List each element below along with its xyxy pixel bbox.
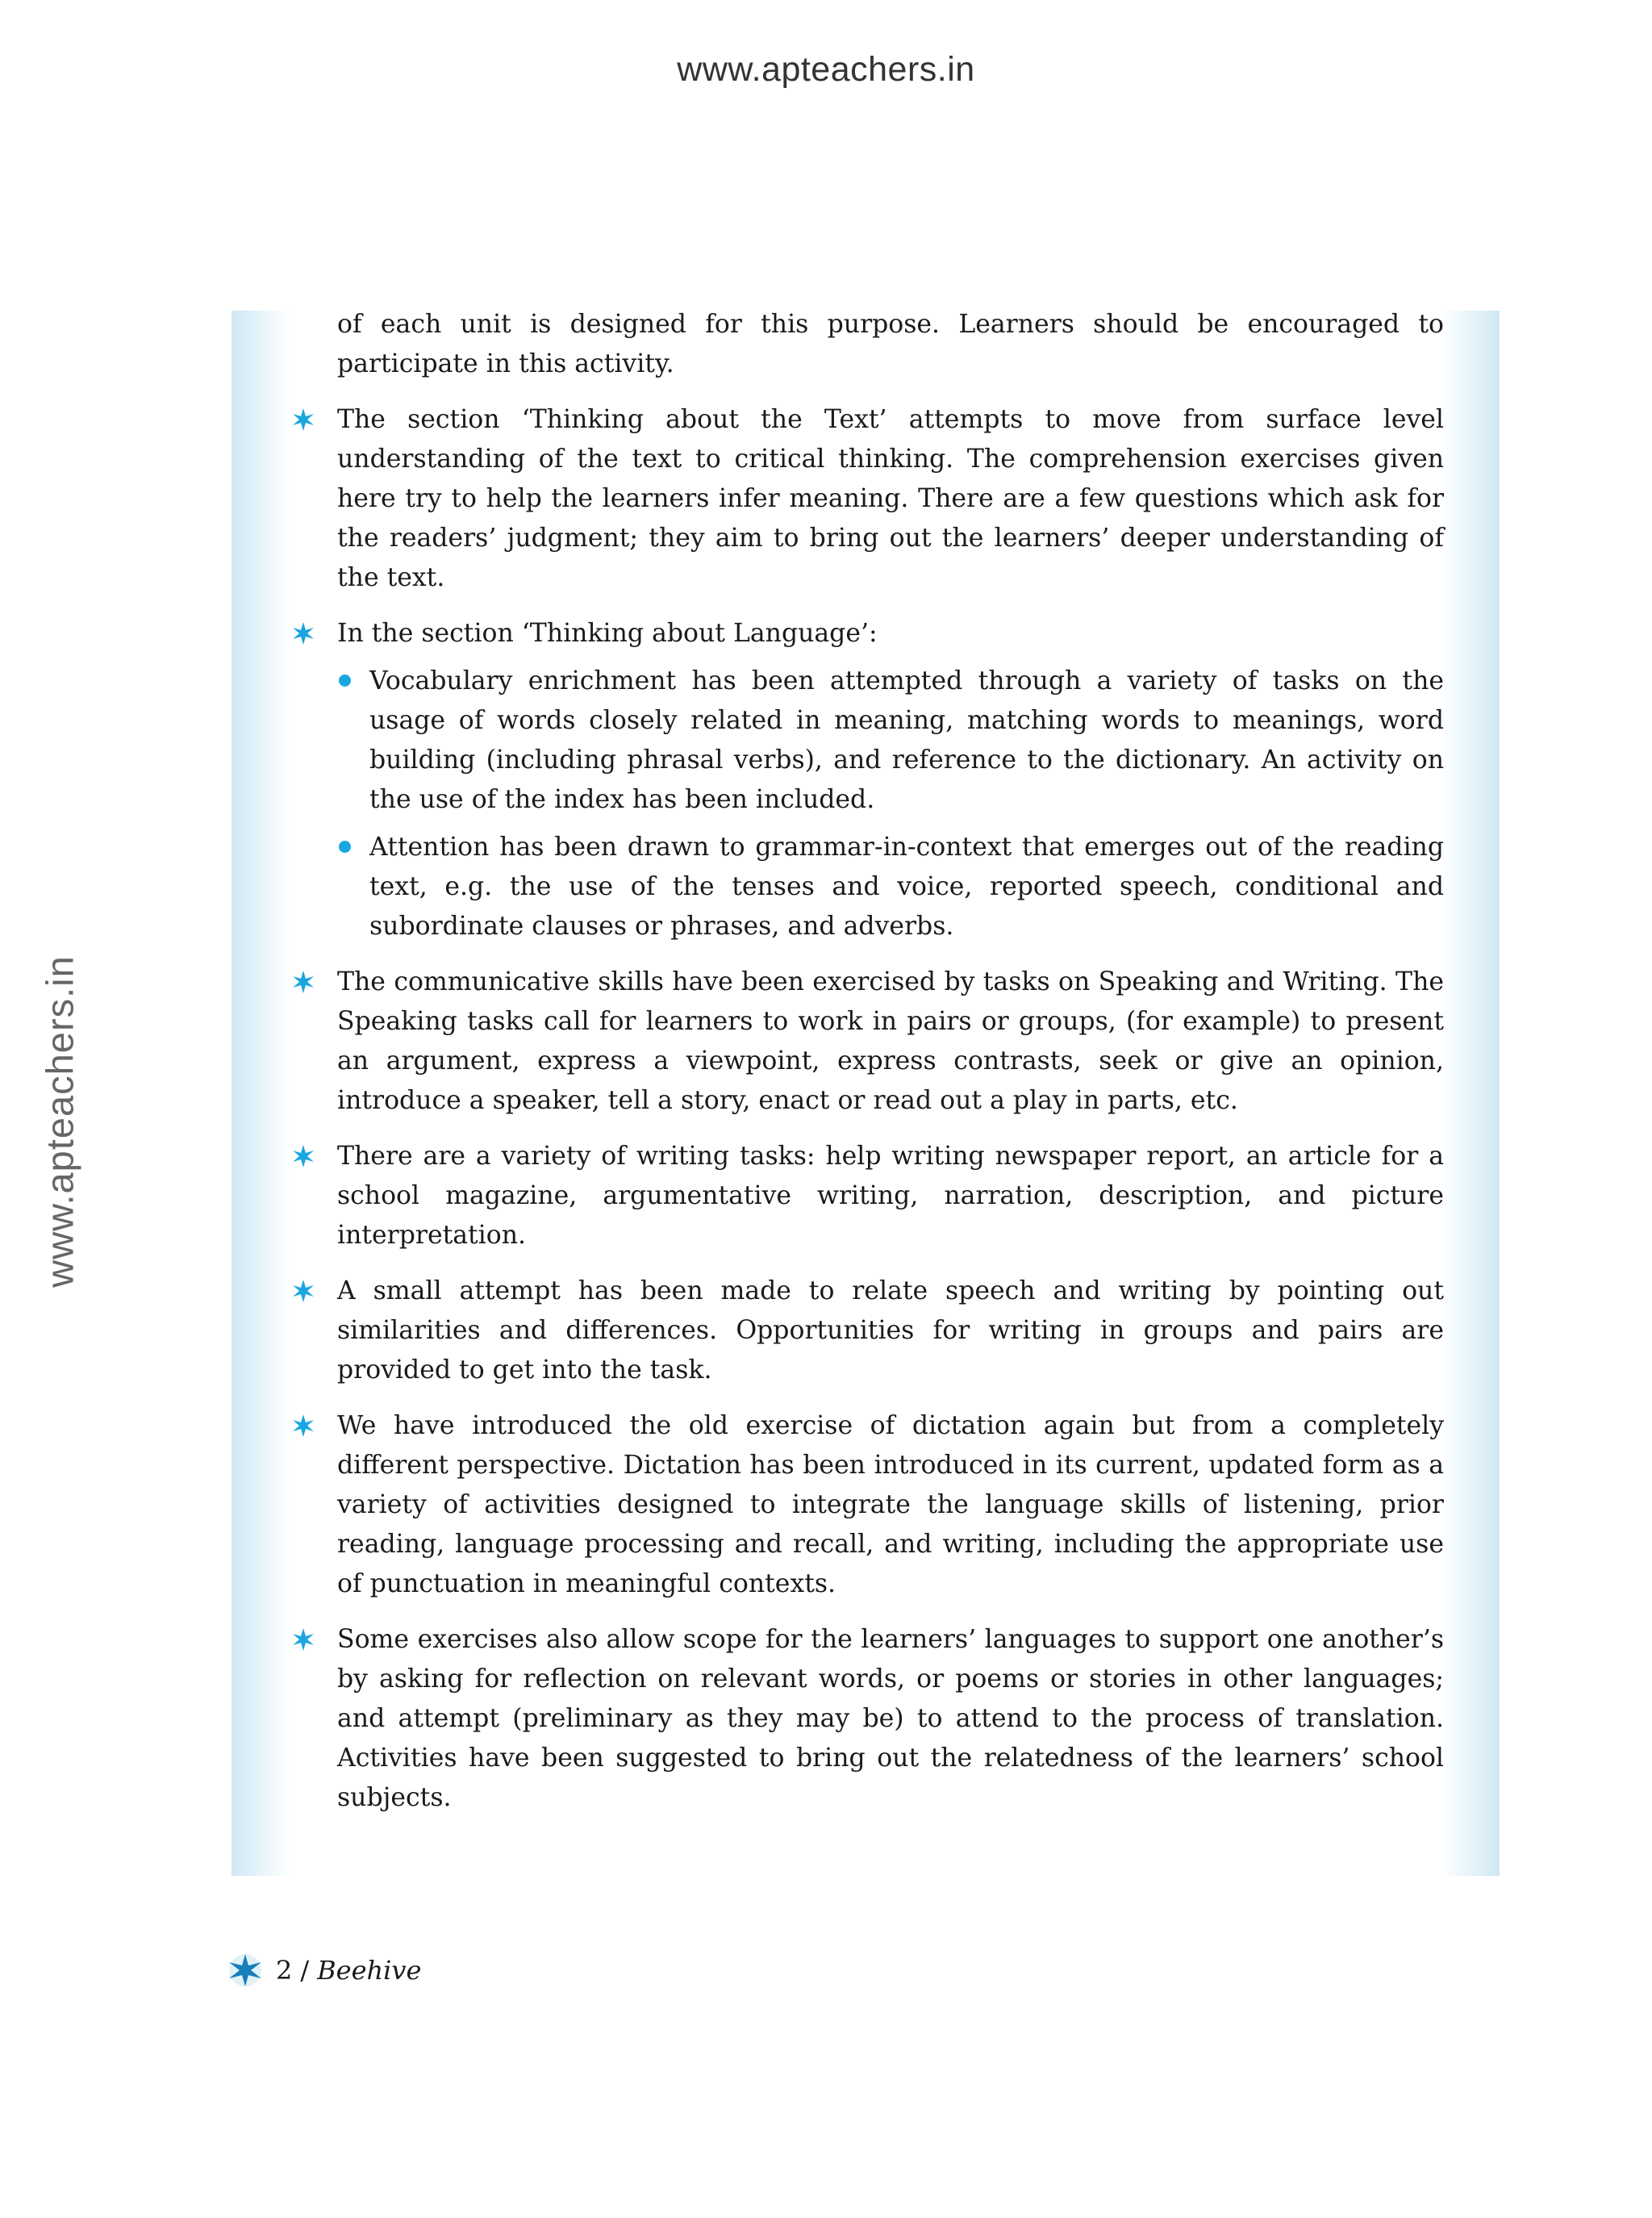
sub-list (337, 662, 1444, 946)
star-bullet-icon (290, 407, 316, 432)
list-item-text: The section ‘Thinking about the Text’ attempts to move from surface level understanding of the text to critical thinking. The comprehension exercises given here try to help the learners infer meaning. There are a few questions which ask for the readers’ judgment; they aim to bring out the learners’ deeper understanding of the text. (337, 405, 1444, 592)
page-number: 2 (276, 1955, 293, 1986)
list-item-text: In the section ‘Thinking about Language’: (337, 619, 878, 648)
star-bullet-icon (290, 620, 316, 646)
footer-separator: / (300, 1955, 310, 1986)
list-item (337, 400, 1444, 598)
list-item (337, 1137, 1444, 1255)
header-url: www.apteachers.in (677, 50, 975, 89)
list-item-text: A small attempt has been made to relate speech and writing by pointing out similarities and differences. Opportunities for writing in groups and pairs are provided to get into the task. (337, 1276, 1444, 1385)
book-title: Beehive (317, 1955, 422, 1986)
continuation-paragraph: of each unit is designed for this purpose. Learners should be encouraged to participate in this activity. (337, 310, 1444, 378)
list-item (337, 1272, 1444, 1390)
sub-list-item (337, 828, 1444, 946)
star-bullet-icon (290, 1143, 316, 1169)
dot-bullet-icon (339, 841, 351, 853)
list-item (337, 1620, 1444, 1818)
sub-list-item-text: Vocabulary enrichment has been attempted through a variety of tasks on the usage of words closely related in meaning, matching words to meanings, word building (including phrasal verbs), and reference to the dictionary. An activity on the use of the index has been included. (369, 666, 1444, 814)
dot-bullet-icon (339, 675, 351, 687)
list-item-text: The communicative skills have been exercised by tasks on Speaking and Writing. The Speaking tasks call for learners to work in pairs or groups, (for example) to present an argument, express a viewpoint, express contrasts, seek or give an opinion, introduce a speaker, tell a story, enact or read out a play in parts, etc. (337, 967, 1444, 1115)
side-watermark: www.apteachers.in (38, 955, 81, 1288)
star-bullet-icon (290, 969, 316, 995)
star-bullet-icon (290, 1413, 316, 1439)
list-item-text: We have introduced the old exercise of dictation again but from a completely different perspective. Dictation has been introduced in its current, updated form as a variety of activities designed to integrate the language skills of listening, prior reading, language processing and recall, and writing, including the appropriate use of punctuation in meaningful contexts. (337, 1411, 1444, 1598)
list-item-text: There are a variety of writing tasks: help writing newspaper report, an article for a school magazine, argumentative writing, narration, description, and picture interpretation. (337, 1142, 1444, 1250)
star-bullet-icon (290, 1627, 316, 1652)
star-ornament-icon (226, 1951, 265, 1990)
star-bullet-icon (290, 1278, 316, 1304)
page-footer (226, 1951, 421, 1990)
list-item (337, 614, 1444, 946)
list-item-text: Some exercises also allow scope for the learners’ languages to support one another’s by asking for reflection on relevant words, or poems or stories in other languages; and attempt (preliminary as they may be) to attend to the process of translation. Activities have been suggested to bring out the relatedness of the learners’ school subjects. (337, 1625, 1444, 1812)
list-item (337, 1406, 1444, 1604)
sub-list-item-text: Attention has been drawn to grammar-in-context that emerges out of the reading text, e.g. the use of the tenses and voice, reported speech, conditional and subordinate clauses or phrases, and adverbs. (369, 833, 1444, 941)
sub-list-item (337, 662, 1444, 820)
content-body (337, 305, 1444, 1834)
list-item (337, 963, 1444, 1121)
